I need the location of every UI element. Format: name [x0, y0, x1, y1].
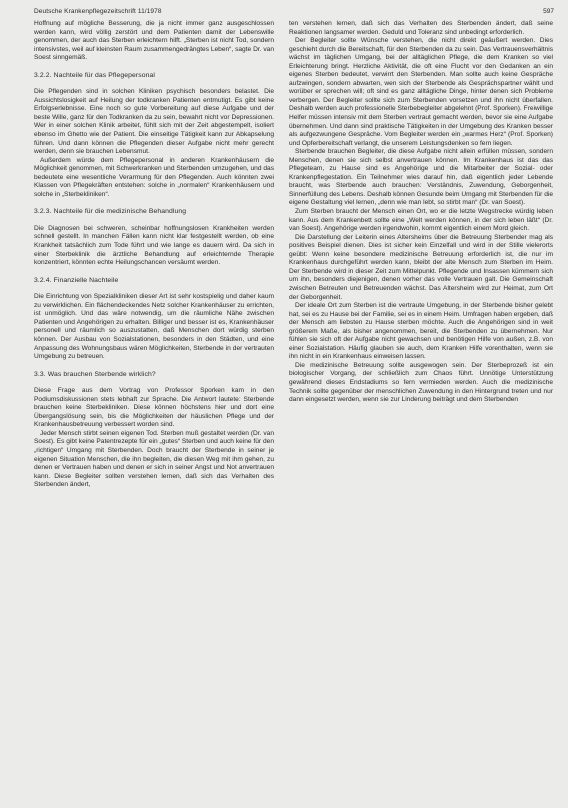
left-column	[34, 20, 274, 490]
paragraph: ten verstehen lernen, daß sich das Verhalten des Sterbenden ändert, daß seine Reaktionen langsamer werden. Geduld und Toleranz sind unbedingt erforderlich.	[289, 20, 553, 36]
section-heading: 3.2.3. Nachteile für die medizinische Behandlung	[34, 208, 187, 216]
paragraph: Diese Frage aus dem Vortrag von Professor Sporken kam in den Podiumsdiskussionen stets lebhaft zur Sprache. Die Antwort lautete: Sterbende brauchen keine Sterbekliniken. Diese können höchstens hier und dort eine Übergangslösung sein, bis die Möglichkeiten der häuslichen Pflege und der Krankenhausbetreuung verbessert worden sind.	[34, 387, 274, 429]
paragraph: Sterbende brauchen Begleiter, die diese Aufgabe nicht allein erfüllen müssen, sondern Menschen, denen sie sich selbst anvertrauen können. Im Krankenhaus ist das das Pflegeteam, zu Hause sind es Angehörige und die Mitarbeiter der Sozial- oder Krankenpflegestation. Ein Teilnehmer wies darauf hin, daß eigentlich jeder Lebende braucht, was Sterbende auch brauchen: Verständnis, Zuwendung, Geborgenheit, Sinnerfüllung des Lebens. Deshalb können Gesunde beim Umgang mit Sterbenden für die eigene Gestaltung viel lernen, „denn wie man lebt, so stirbt man“ (Dr. van Soest).	[289, 148, 553, 207]
paragraph: Die Diagnosen bei schweren, scheinbar hoffnungslosen Krankheiten werden schnell gestellt. In manchen Fällen kann nicht klar festgestellt werden, ob eine Krankheit tatsächlich zum Tode führt und wie lange es dauern wird. Da sich in einer Sterbeklinik die ärztliche Behandlung auf erleichternde Therapie konzentriert, könnten echte Heilungschancen versäumt werden.	[34, 224, 274, 267]
paragraph: Der Begleiter sollte Wünsche verstehen, die nicht direkt geäußert werden. Dies geschieht durch die Bereitschaft, für den Sterbenden da zu sein. Das Vertrauensverhältnis wächst im täglichen Umgang, bei der alltäglichen Pflege, die dem Kranken so viel Erleichterung bringt. Herzliche Aktivität, die oft eine Flucht vor den Gedanken an ein eigenes Sterben bedeutet, verwirrt den Sterbenden. Man sollte auch keine Gespräche aufzwingen, sondern abwarten, wen sich der Sterbende als Gesprächspartner wählt und worüber er sprechen will; oft sind es ganz alltägliche Dinge, hinter denen sich Probleme verbergen. Der Begleiter sollte sich zum Sterbenden vorsetzen und ihn nicht überfallen. Deshalb werden auch professionelle Sterbebegleiter abgelehnt (Prof. Sporken). Freiwillige Helfer müssen intensiv mit dem Sterben vertraut gemacht werden, bevor sie eine Aufgabe übernehmen. Und dann sind praktische Tätigkeiten in der Umgebung des Kranken besser als aufgezwungene Gespräche. Vom Begleiter werden ein „warmes Herz“ (Prof. Sporken) und Opferbereitschaft verlangt, die unserem Leistungsdenken so fern liegen.	[289, 37, 553, 147]
page-number: 597	[543, 8, 554, 15]
paragraph: Der ideale Ort zum Sterben ist die vertraute Umgebung, in der Sterbende bisher gelebt hat, sei es zu Hause bei der Familie, sei es in einem Heim. Umfragen haben ergeben, daß der Mensch am liebsten zu Hause sterben möchte. Auch die Angehörigen sind in weit größerem Maße, als bisher angenommen, bereit, die Sterbenden zu übernehmen. Nur fühlen sie sich oft der Aufgabe nicht gewachsen und benötigen Hilfe von außen, z.B. von einer Sozialstation. Häufig glauben sie auch, dem Kranken Hilfe vorenthalten, wenn sie ihn nicht in ein Krankenhaus einweisen lassen.	[289, 302, 553, 361]
paragraph: Zum Sterben braucht der Mensch einen Ort, wo er die letzte Wegstrecke würdig leben kann. Aus dem Krankenbett sollte eine „Welt werden können, in der sich leben läßt“ (Dr. van Soest). Angehörige werden irgendwohin, kommt eigentlich einem Mord gleich.	[289, 208, 553, 233]
running-header: Deutsche Krankenpflegezeitschrift 11/1978	[34, 8, 162, 15]
paragraph: Die medizinische Betreuung sollte ausgewogen sein. Der Sterbeprozeß ist ein biologischer Vorgang, der schließlich zum Chaos führt. Unnötige Unterstützung gewährend dieses Endstadiums so fern vermieden werden. Auch die medizinische Technik sollte gegenüber der menschlichen Zuwendung in den Hintergrund treten und nur dann eingesetzt werden, wenn sie zur Linderung beiträgt und dem Sterbenden	[289, 361, 553, 404]
paragraph: Hoffnung auf mögliche Besserung, die ja nicht immer ganz ausgeschlossen werden kann, wird völlig zerstört und dem Patienten damit der Lebenswille genommen, der auch das Sterben erleichtern hilft. „Sterben ist nicht Tod, sondern intensivstes, weil auf kleinsten Raum zusammengedrängtes Leben“, sagte Dr. van Soest sinngemäß.	[34, 20, 274, 62]
paragraph: Die Darstellung der Leiterin eines Altersheims über die Betreuung Sterbender mag als positives Beispiel dienen. Dies ist sicher kein Einzelfall und wird in der Stille vielerorts geübt: Wenn keine besondere medizinische Betreuung erforderlich ist, die nur im Krankenhaus durchgeführt werden kann, bleibt der alte Mensch zum Sterben im Heim. Der Sterbende wird in dieser Zeit zum Mittelpunkt. Pflegende und Insassen kümmern sich um ihn, besonders diejenigen, denen vorher das volle Vertrauen galt. Die Gemeinschaft zwischen Betreuten und Betreuenden wächst. Das Altersheim wird zur Heimat, zum Ort der Geborgenheit.	[289, 233, 553, 301]
section-heading: 3.2.2. Nachteile für das Pflegepersonal	[34, 71, 156, 79]
section-heading: 3.3. Was brauchen Sterbende wirklich?	[34, 370, 156, 378]
section-heading: 3.2.4. Finanzielle Nachteile	[34, 276, 119, 284]
right-column	[289, 20, 553, 405]
paragraph: Die Einrichtung von Spezialkliniken dieser Art ist sehr kostspielig und daher kaum zu verwirklichen. Ein flächendeckendes Netz solcher Krankenhäuser zu errichten, ist unmöglich. Und das wäre notwendig, um die räumliche Nähe zwischen Patienten und Angehörigen zu erhalten. Billiger und besser ist es, Krankenhäuser personell und räumlich so auszustatten, daß Menschen dort würdig sterben können. Der Ausbau von Sozialstationen, besonders in den Städten, und eine Anpassung des Wohnungsbaus wären Möglichkeiten, Sterbende in der vertrauten Umgebung zu betreuen.	[34, 293, 274, 361]
paragraph: Außerdem würde dem Pflegepersonal in anderen Krankenhäusern die Möglichkeit genommen, mit Schwerkranken und Sterbenden umzugehen, und das bedeutete eine wesentliche Verarmung für den Pflegenden. Auch könnten zwei Klassen von Pflegekräften entstehen: solche in „normalen“ Krankenhäusern und solche in „Sterbekliniken“.	[34, 156, 274, 198]
paragraph: Jeder Mensch stirbt seinen eigenen Tod. Sterben muß gestaltet werden (Dr. van Soest). Es gibt keine Patentrezepte für ein „gutes“ Sterben und auch keine für den „richtigen“ Umgang mit Sterbenden. Doch braucht der Sterbende in seiner je eigenen Situation Menschen, die ihn begleiten, die diesen Weg mit ihm gehen, zu denen er Vertrauen haben und denen er sich in seiner Angst und Not anvertrauen kann. Diese Begleiter sollten verstehen lernen, daß sich das Verhalten des Sterbenden ändert,	[34, 429, 274, 489]
paragraph: Die Pflegenden sind in solchen Kliniken psychisch besonders belastet. Die Aussichtslosigkeit auf Heilung der todkranken Patienten entmutigt. Es gibt keine Erfolgserlebnisse. Eine noch so gute Vorbereitung auf diese Aufgabe und der beste Wille, ganz für den Todkranken da zu sein, bewahrt nicht vor Depressionen. Wer in einer solchen Klinik arbeitet, fühlt sich mit der Zeit abgestempelt, isoliert ebenso im Ghetto wie der Patient. Die einseitige Tätigkeit kann zur Abkapselung führen. Und dann können die Pflegenden dieser Aufgabe nicht mehr gerecht werden, denn sie brauchen Lebensmut.	[34, 88, 274, 156]
